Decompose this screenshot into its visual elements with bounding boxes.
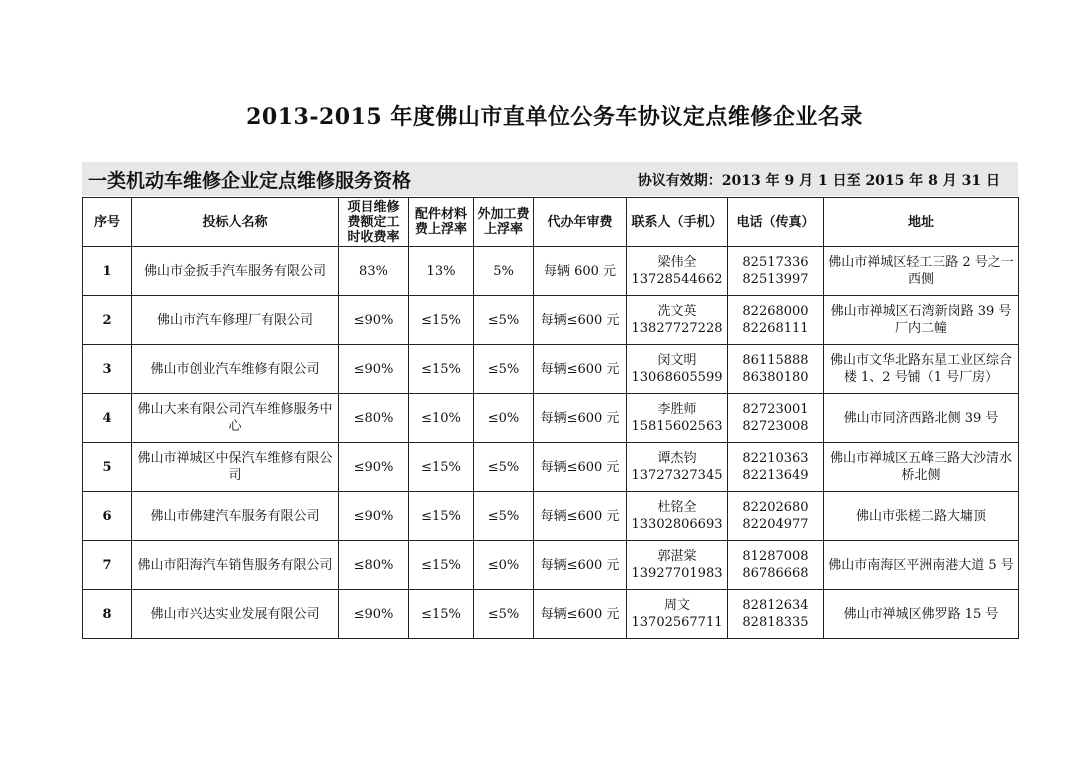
fax-number: 82513997 [742, 272, 809, 287]
header-outsource-markup: 外加工费上浮率 [474, 198, 534, 247]
company-name: 佛山市汽车修理厂有限公司 [132, 296, 339, 345]
fax-number: 82818335 [742, 615, 809, 630]
table-row [83, 394, 1019, 443]
address: 佛山市文华北路东星工业区综合楼 1、2 号铺（1 号厂房） [824, 345, 1019, 394]
labor-rate: ≤90% [339, 492, 409, 541]
row-number: 4 [83, 394, 132, 443]
contact-cell [627, 590, 728, 639]
outsource-markup: ≤5% [474, 345, 534, 394]
address: 佛山市同济西路北侧 39 号 [824, 394, 1019, 443]
address: 佛山市禅城区轻工三路 2 号之一西侧 [824, 247, 1019, 296]
contact-cell [627, 541, 728, 590]
contact-cell [627, 296, 728, 345]
contact-cell [627, 394, 728, 443]
annual-inspection-fee: 每辆≤600 元 [534, 394, 627, 443]
contact-name: 李胜师 [657, 402, 697, 417]
phone-number: 82812634 [742, 598, 809, 613]
contact-mobile: 13068605599 [631, 370, 723, 385]
row-number: 6 [83, 492, 132, 541]
phone-cell [728, 345, 824, 394]
phone-number: 86115888 [742, 353, 809, 368]
section-heading: 一类机动车维修企业定点维修服务资格 [88, 170, 412, 192]
phone-number: 82268000 [742, 304, 809, 319]
validity-period: 协议有效期：2013 年 9 月 1 日至 2015 年 8 月 31 日 [637, 173, 1000, 189]
parts-markup: ≤15% [409, 443, 474, 492]
header-labor-rate: 项目维修费额定工时收费率 [339, 198, 409, 247]
row-number: 3 [83, 345, 132, 394]
contact-name: 闵文明 [657, 353, 697, 368]
contact-cell [627, 492, 728, 541]
address: 佛山市张槎二路大墉顶 [824, 492, 1019, 541]
phone-cell [728, 590, 824, 639]
row-number: 2 [83, 296, 132, 345]
company-name: 佛山大来有限公司汽车维修服务中心 [132, 394, 339, 443]
fax-number: 82204977 [742, 517, 809, 532]
phone-cell [728, 492, 824, 541]
outsource-markup: ≤5% [474, 492, 534, 541]
contact-mobile: 15815602563 [631, 419, 723, 434]
contact-name: 周文 [663, 598, 690, 613]
phone-cell [728, 443, 824, 492]
header-no: 序号 [83, 198, 132, 247]
outsource-markup: ≤5% [474, 443, 534, 492]
labor-rate: 83% [339, 247, 409, 296]
address: 佛山市禅城区石湾新岗路 39 号厂内二幢 [824, 296, 1019, 345]
contact-cell [627, 345, 728, 394]
labor-rate: ≤80% [339, 541, 409, 590]
contact-mobile: 13727327345 [631, 468, 723, 483]
header-address: 地址 [824, 198, 1019, 247]
contact-name: 郭湛棠 [657, 549, 697, 564]
address: 佛山市禅城区五峰三路大沙清水桥北侧 [824, 443, 1019, 492]
parts-markup: ≤15% [409, 492, 474, 541]
labor-rate: ≤90% [339, 345, 409, 394]
enterprise-table [82, 197, 1019, 639]
fax-number: 82213649 [742, 468, 809, 483]
phone-number: 82517336 [742, 255, 809, 270]
table-row [83, 443, 1019, 492]
outsource-markup: ≤5% [474, 296, 534, 345]
annual-inspection-fee: 每辆≤600 元 [534, 296, 627, 345]
contact-name: 谭杰钧 [657, 451, 697, 466]
outsource-markup: ≤0% [474, 394, 534, 443]
header-annual-inspection: 代办年审费 [534, 198, 627, 247]
phone-number: 82202680 [742, 500, 809, 515]
phone-number: 81287008 [742, 549, 809, 564]
company-name: 佛山市兴达实业发展有限公司 [132, 590, 339, 639]
contact-name: 冼文英 [657, 304, 697, 319]
outsource-markup: ≤5% [474, 590, 534, 639]
parts-markup: 13% [409, 247, 474, 296]
fax-number: 86380180 [742, 370, 809, 385]
labor-rate: ≤90% [339, 296, 409, 345]
labor-rate: ≤90% [339, 443, 409, 492]
phone-number: 82210363 [742, 451, 809, 466]
address: 佛山市禅城区佛罗路 15 号 [824, 590, 1019, 639]
row-number: 5 [83, 443, 132, 492]
table-row [83, 345, 1019, 394]
company-name: 佛山市佛建汽车服务有限公司 [132, 492, 339, 541]
section-bar [82, 162, 1018, 196]
annual-inspection-fee: 每辆≤600 元 [534, 590, 627, 639]
document-title: 2013-2015 年度佛山市直单位公务车协议定点维修企业名录 [246, 104, 863, 130]
contact-name: 梁伟全 [657, 255, 697, 270]
company-name: 佛山市阳海汽车销售服务有限公司 [132, 541, 339, 590]
table-row [83, 590, 1019, 639]
phone-cell [728, 541, 824, 590]
parts-markup: ≤15% [409, 345, 474, 394]
parts-markup: ≤10% [409, 394, 474, 443]
annual-inspection-fee: 每辆≤600 元 [534, 541, 627, 590]
contact-mobile: 13927701983 [631, 566, 723, 581]
labor-rate: ≤90% [339, 590, 409, 639]
annual-inspection-fee: 每辆 600 元 [534, 247, 627, 296]
table-row [83, 296, 1019, 345]
table-header-row [83, 198, 1019, 247]
company-name: 佛山市金扳手汽车服务有限公司 [132, 247, 339, 296]
company-name: 佛山市创业汽车维修有限公司 [132, 345, 339, 394]
phone-cell [728, 247, 824, 296]
header-parts-markup: 配件材料费上浮率 [409, 198, 474, 247]
row-number: 8 [83, 590, 132, 639]
phone-cell [728, 296, 824, 345]
header-phone: 电话（传真） [728, 198, 824, 247]
phone-number: 82723001 [742, 402, 809, 417]
phone-cell [728, 394, 824, 443]
table-row [83, 247, 1019, 296]
contact-cell [627, 247, 728, 296]
contact-mobile: 13827727228 [631, 321, 723, 336]
contact-name: 杜铭全 [657, 500, 697, 515]
header-contact: 联系人（手机） [627, 198, 728, 247]
parts-markup: ≤15% [409, 541, 474, 590]
labor-rate: ≤80% [339, 394, 409, 443]
outsource-markup: ≤0% [474, 541, 534, 590]
parts-markup: ≤15% [409, 590, 474, 639]
contact-cell [627, 443, 728, 492]
outsource-markup: 5% [474, 247, 534, 296]
annual-inspection-fee: 每辆≤600 元 [534, 345, 627, 394]
fax-number: 82723008 [742, 419, 809, 434]
row-number: 7 [83, 541, 132, 590]
contact-mobile: 13702567711 [631, 615, 723, 630]
company-name: 佛山市禅城区中保汽车维修有限公司 [132, 443, 339, 492]
table-row [83, 541, 1019, 590]
header-name: 投标人名称 [132, 198, 339, 247]
row-number: 1 [83, 247, 132, 296]
fax-number: 82268111 [742, 321, 809, 336]
table-row [83, 492, 1019, 541]
parts-markup: ≤15% [409, 296, 474, 345]
fax-number: 86786668 [742, 566, 809, 581]
address: 佛山市南海区平洲南港大道 5 号 [824, 541, 1019, 590]
annual-inspection-fee: 每辆≤600 元 [534, 443, 627, 492]
contact-mobile: 13302806693 [631, 517, 723, 532]
annual-inspection-fee: 每辆≤600 元 [534, 492, 627, 541]
contact-mobile: 13728544662 [631, 272, 723, 287]
